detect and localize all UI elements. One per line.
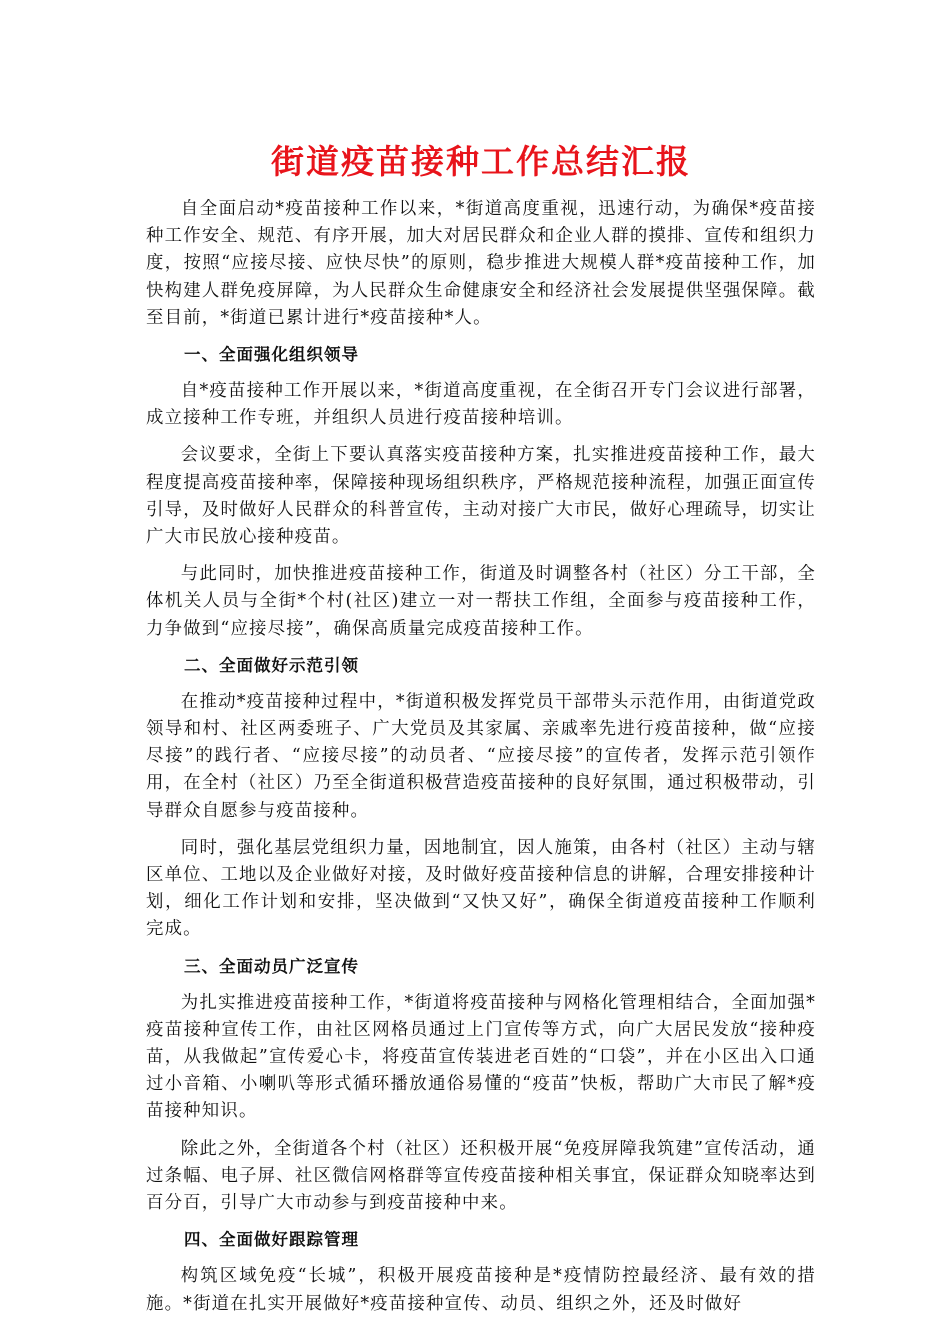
section-2-paragraph-2: 同时，强化基层党组织力量，因地制宜，因人施策，由各村（社区）主动与辖区单位、工地以及企业做好对接，及时做好疫苗接种信息的讲解，合理安排接种计划，细化工作计划和安排，坚决做到“又快又好”，确保全街道疫苗接种工作顺利完成。 [146, 837, 816, 940]
section-3-paragraph-2: 除此之外，全街道各个村（社区）还积极开展“免疫屏障我筑建”宣传活动，通过条幅、电子屏、社区微信网格群等宣传疫苗接种相关事宜，保证群众知晓率达到百分百，引导广大市动参与到疫苗接种中来。 [146, 1138, 816, 1214]
document-title: 街道疫苗接种工作总结汇报 [271, 142, 691, 181]
section-2-paragraph-1: 在推动*疫苗接种过程中，*街道积极发挥党员干部带头示范作用，由街道党政领导和村、社区两委班子、广大党员及其家属、亲戚率先进行疫苗接种，做“应接尽接”的践行者、“应接尽接”的动员者、“应接尽接”的宣传者，发挥示范引领作用，在全村（社区）乃至全街道积极营造疫苗接种的良好氛围，通过积极带动，引导群众自愿参与疫苗接种。 [146, 691, 816, 821]
section-1-paragraph-2: 会议要求，全街上下要认真落实疫苗接种方案，扎实推进疫苗接种工作，最大程度提高疫苗接种率，保障接种现场组织秩序，严格规范接种流程，加强正面宣传引导，及时做好人民群众的科普宣传，主动对接广大市民，做好心理疏导，切实让广大市民放心接种疫苗。 [146, 445, 816, 548]
section-4-paragraph-1: 构筑区域免疫“长城”，积极开展疫苗接种是*疫情防控最经济、最有效的措施。*街道在扎实开展做好*疫苗接种宣传、动员、组织之外，还及时做好 [146, 1266, 816, 1314]
section-1-paragraph-3: 与此同时，加快推进疫苗接种工作，街道及时调整各村（社区）分工干部，全体机关人员与全街*个村(社区)建立一对一帮扶工作组，全面参与疫苗接种工作，力争做到“应接尽接”，确保高质量完成疫苗接种工作。 [146, 564, 816, 639]
section-heading-4: 四、全面做好跟踪管理 [183, 1230, 359, 1250]
section-1-paragraph-1: 自*疫苗接种工作开展以来，*街道高度重视，在全街召开专门会议进行部署，成立接种工作专班，并组织人员进行疫苗接种培训。 [146, 381, 816, 429]
section-heading-3: 三、全面动员广泛宣传 [183, 956, 359, 976]
section-3-paragraph-1: 为扎实推进疫苗接种工作，*街道将疫苗接种与网格化管理相结合，全面加强*疫苗接种宣传工作，由社区网格员通过上门宣传等方式，向广大居民发放“接种疫苗，从我做起”宣传爱心卡，将疫苗宣传装进老百姓的“口袋”，并在小区出入口通过小音箱、小喇叭等形式循环播放通俗易懂的“疫苗”快板，帮助广大市民了解*疫苗接种知识。 [146, 992, 816, 1122]
intro-paragraph: 自全面启动*疫苗接种工作以来，*街道高度重视，迅速行动，为确保*疫苗接种工作安全、规范、有序开展，加大对居民群众和企业人群的摸排、宣传和组织力度，按照“应接尽接、应快尽快”的原则，稳步推进大规模人群*疫苗接种工作，加快构建人群免疫屏障，为人民群众生命健康安全和经济社会发展提供坚强保障。截至目前，*街道已累计进行*疫苗接种*人。 [146, 199, 816, 328]
section-heading-2: 二、全面做好示范引领 [183, 655, 359, 675]
section-heading-1: 一、全面强化组织领导 [183, 345, 359, 365]
